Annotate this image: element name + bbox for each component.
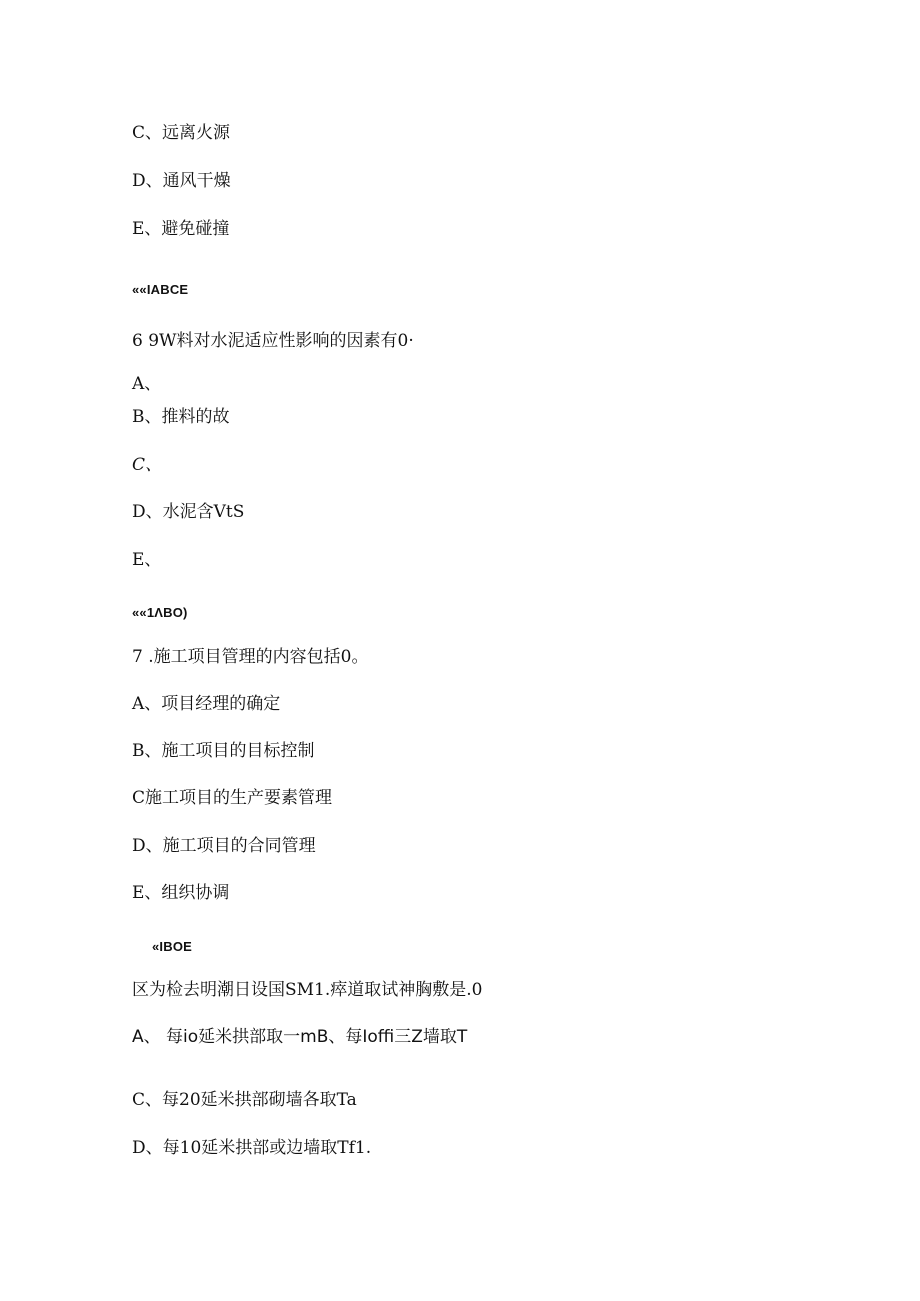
question-6-option-d: D、水泥含VtS xyxy=(132,502,245,522)
answer-q7: «IBOE xyxy=(152,939,193,954)
question-7-option-a: A、项目经理的确定 xyxy=(132,694,281,714)
option-d-ventilation: D、通风干燥 xyxy=(132,171,231,191)
option-e-collision: E、避免碰撞 xyxy=(132,219,230,239)
question-6-option-b: B、推料的故 xyxy=(132,407,230,427)
question-8-option-d: D、每10延米拱部或边墙取Tf1. xyxy=(132,1138,372,1158)
question-7-option-e: E、组织协调 xyxy=(132,883,230,903)
question-7-option-c: C施工项目的生产要素管理 xyxy=(132,788,333,808)
question-7: 7 .施工项目管理的内容包括0。 xyxy=(132,647,369,667)
option-c-fire: C、远离火源 xyxy=(132,123,231,143)
question-6-option-e: E、 xyxy=(132,550,162,570)
question-7-option-d: D、施工项目的合同管理 xyxy=(132,836,316,856)
question-8-options-ab: A、 每io延米拱部取一mB、每Ioffi三Z墙取T xyxy=(132,1027,468,1047)
question-7-option-b: B、施工项目的目标控制 xyxy=(132,741,315,761)
answer-q5: ««IABCE xyxy=(132,282,189,297)
question-6: 6 9W料对水泥适应性影响的因素有0· xyxy=(132,331,414,351)
answer-q6: ««1ΛBO) xyxy=(132,605,188,620)
question-8-option-c: C、每20延米拱部砌墙各取Ta xyxy=(132,1090,357,1110)
question-8: 区为检去明潮日设国SM1.瘁道取试神胸敷是.0 xyxy=(132,980,483,1000)
question-6-option-a: A、 xyxy=(132,374,162,394)
question-6-option-c: C、 xyxy=(132,455,163,475)
